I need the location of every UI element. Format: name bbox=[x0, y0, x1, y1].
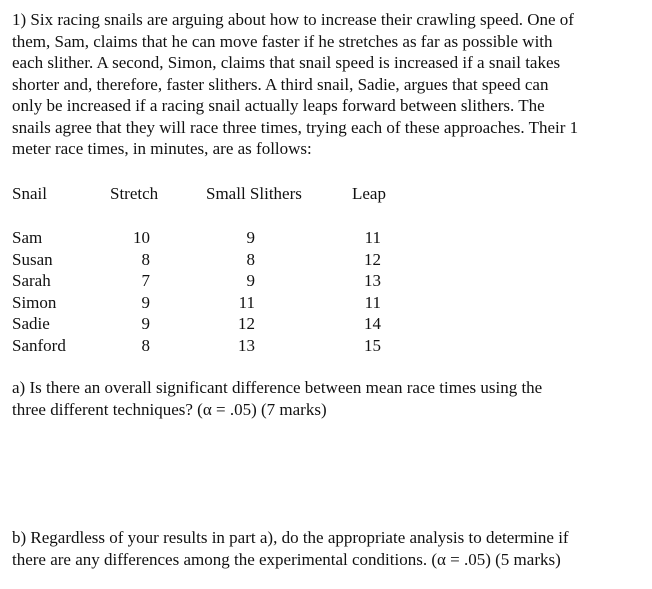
cell-snail: Sadie bbox=[12, 314, 50, 333]
question-a-line: three different techniques? (α = .05) (7 marks) bbox=[12, 399, 327, 419]
cell-small: 12 bbox=[238, 314, 255, 333]
cell-leap: 11 bbox=[364, 292, 381, 312]
intro-line: snails agree that they will race three times, trying each of these approaches. Their 1 bbox=[12, 117, 579, 137]
intro-line: meter race times, in minutes, are as follows: bbox=[12, 139, 312, 158]
cell-leap: 15 bbox=[364, 335, 381, 355]
cell-stretch: 9 bbox=[141, 292, 150, 312]
header-leap: Leap bbox=[352, 184, 386, 203]
cell-snail: Sanford bbox=[12, 335, 66, 355]
intro-line: shorter and, therefore, faster slithers. A third snail, Sadie, argues that speed can bbox=[12, 74, 549, 94]
cell-snail: Susan bbox=[12, 249, 53, 269]
question-b-line: there are any differences among the experimental conditions. (α = .05) (5 marks) bbox=[12, 549, 561, 569]
cell-small: 9 bbox=[246, 228, 255, 247]
cell-stretch: 8 bbox=[141, 335, 150, 355]
cell-small: 11 bbox=[238, 292, 255, 312]
question-b-line: b) Regardless of your results in part a), do the appropriate analysis to determine if bbox=[12, 528, 569, 547]
cell-stretch: 7 bbox=[141, 271, 150, 290]
intro-line: 1) Six racing snails are arguing about how to increase their crawling speed. One of bbox=[12, 10, 574, 29]
cell-leap: 13 bbox=[364, 271, 381, 290]
cell-snail: Sam bbox=[12, 228, 43, 247]
question-a bbox=[12, 377, 644, 420]
cell-snail: Sarah bbox=[12, 271, 51, 290]
cell-stretch: 9 bbox=[141, 314, 150, 333]
cell-small: 13 bbox=[238, 335, 255, 355]
cell-small: 8 bbox=[246, 249, 255, 269]
cell-leap: 11 bbox=[364, 228, 381, 247]
problem-statement bbox=[12, 9, 644, 160]
question-a-line: a) Is there an overall significant difference between mean race times using the bbox=[12, 378, 543, 397]
header-stretch: Stretch bbox=[110, 184, 159, 203]
intro-line: each slither. A second, Simon, claims that snail speed is increased if a snail takes bbox=[12, 53, 561, 72]
cell-stretch: 8 bbox=[141, 249, 150, 269]
cell-small: 9 bbox=[246, 271, 255, 290]
cell-snail: Simon bbox=[12, 292, 57, 312]
intro-line: only be increased if a racing snail actually leaps forward between slithers. The bbox=[12, 96, 545, 115]
header-small-slithers: Small Slithers bbox=[206, 184, 302, 203]
cell-stretch: 10 bbox=[133, 228, 150, 247]
header-snail: Snail bbox=[12, 184, 47, 203]
cell-leap: 14 bbox=[364, 314, 381, 333]
question-b bbox=[12, 527, 644, 570]
intro-line: them, Sam, claims that he can move faster if he stretches as far as possible with bbox=[12, 31, 553, 51]
cell-leap: 12 bbox=[364, 249, 381, 269]
